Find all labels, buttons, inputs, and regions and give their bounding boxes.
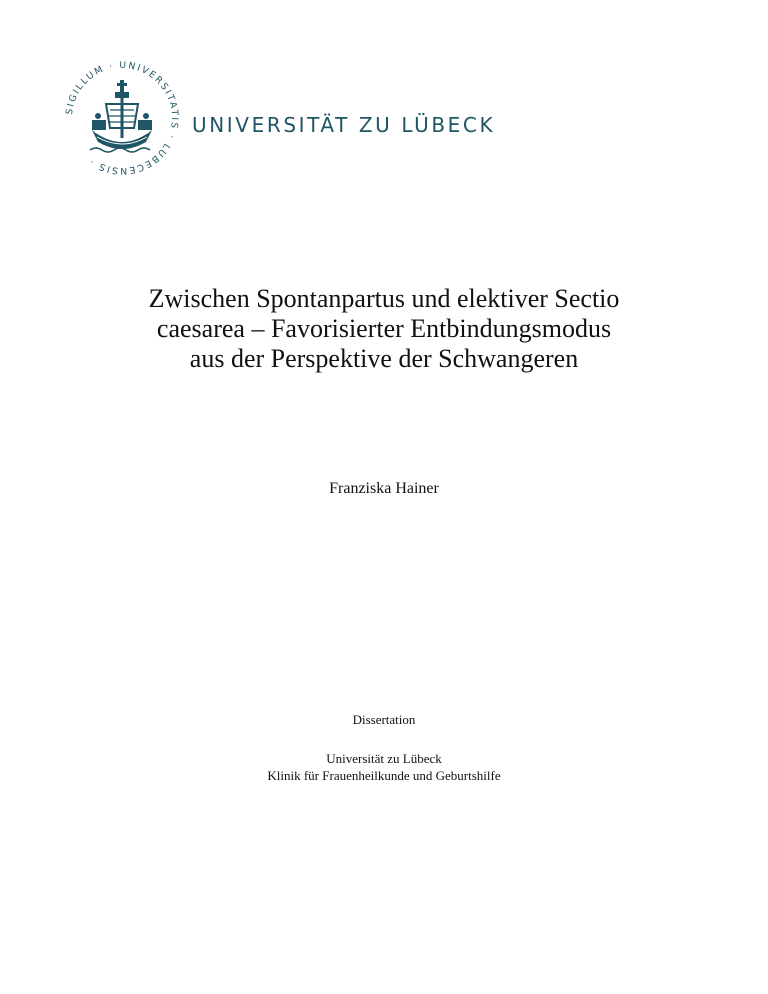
title-line-2: caesarea – Favorisierter Entbindungsmodus bbox=[156, 314, 612, 343]
title-line-3: aus der Perspektive der Schwangeren bbox=[189, 344, 579, 373]
university-name: UNIVERSITÄT ZU LÜBECK bbox=[192, 113, 496, 137]
seal-ring-text: SIGILLUM · UNIVERSITATIS · LUBECENSIS · bbox=[64, 59, 181, 177]
author-name: Franziska Hainer bbox=[329, 480, 439, 497]
ship-seal-icon bbox=[62, 58, 182, 178]
institution-block bbox=[0, 750, 768, 784]
dissertation-title bbox=[0, 284, 768, 374]
institution-university: Universität zu Lübeck bbox=[326, 751, 442, 766]
document-type: Dissertation bbox=[352, 712, 416, 727]
title-line-1: Zwischen Spontanpartus und elektiver Sectio bbox=[148, 284, 620, 313]
university-header bbox=[62, 58, 496, 178]
institution-clinic: Klinik für Frauenheilkunde und Geburtshilfe bbox=[267, 768, 501, 783]
